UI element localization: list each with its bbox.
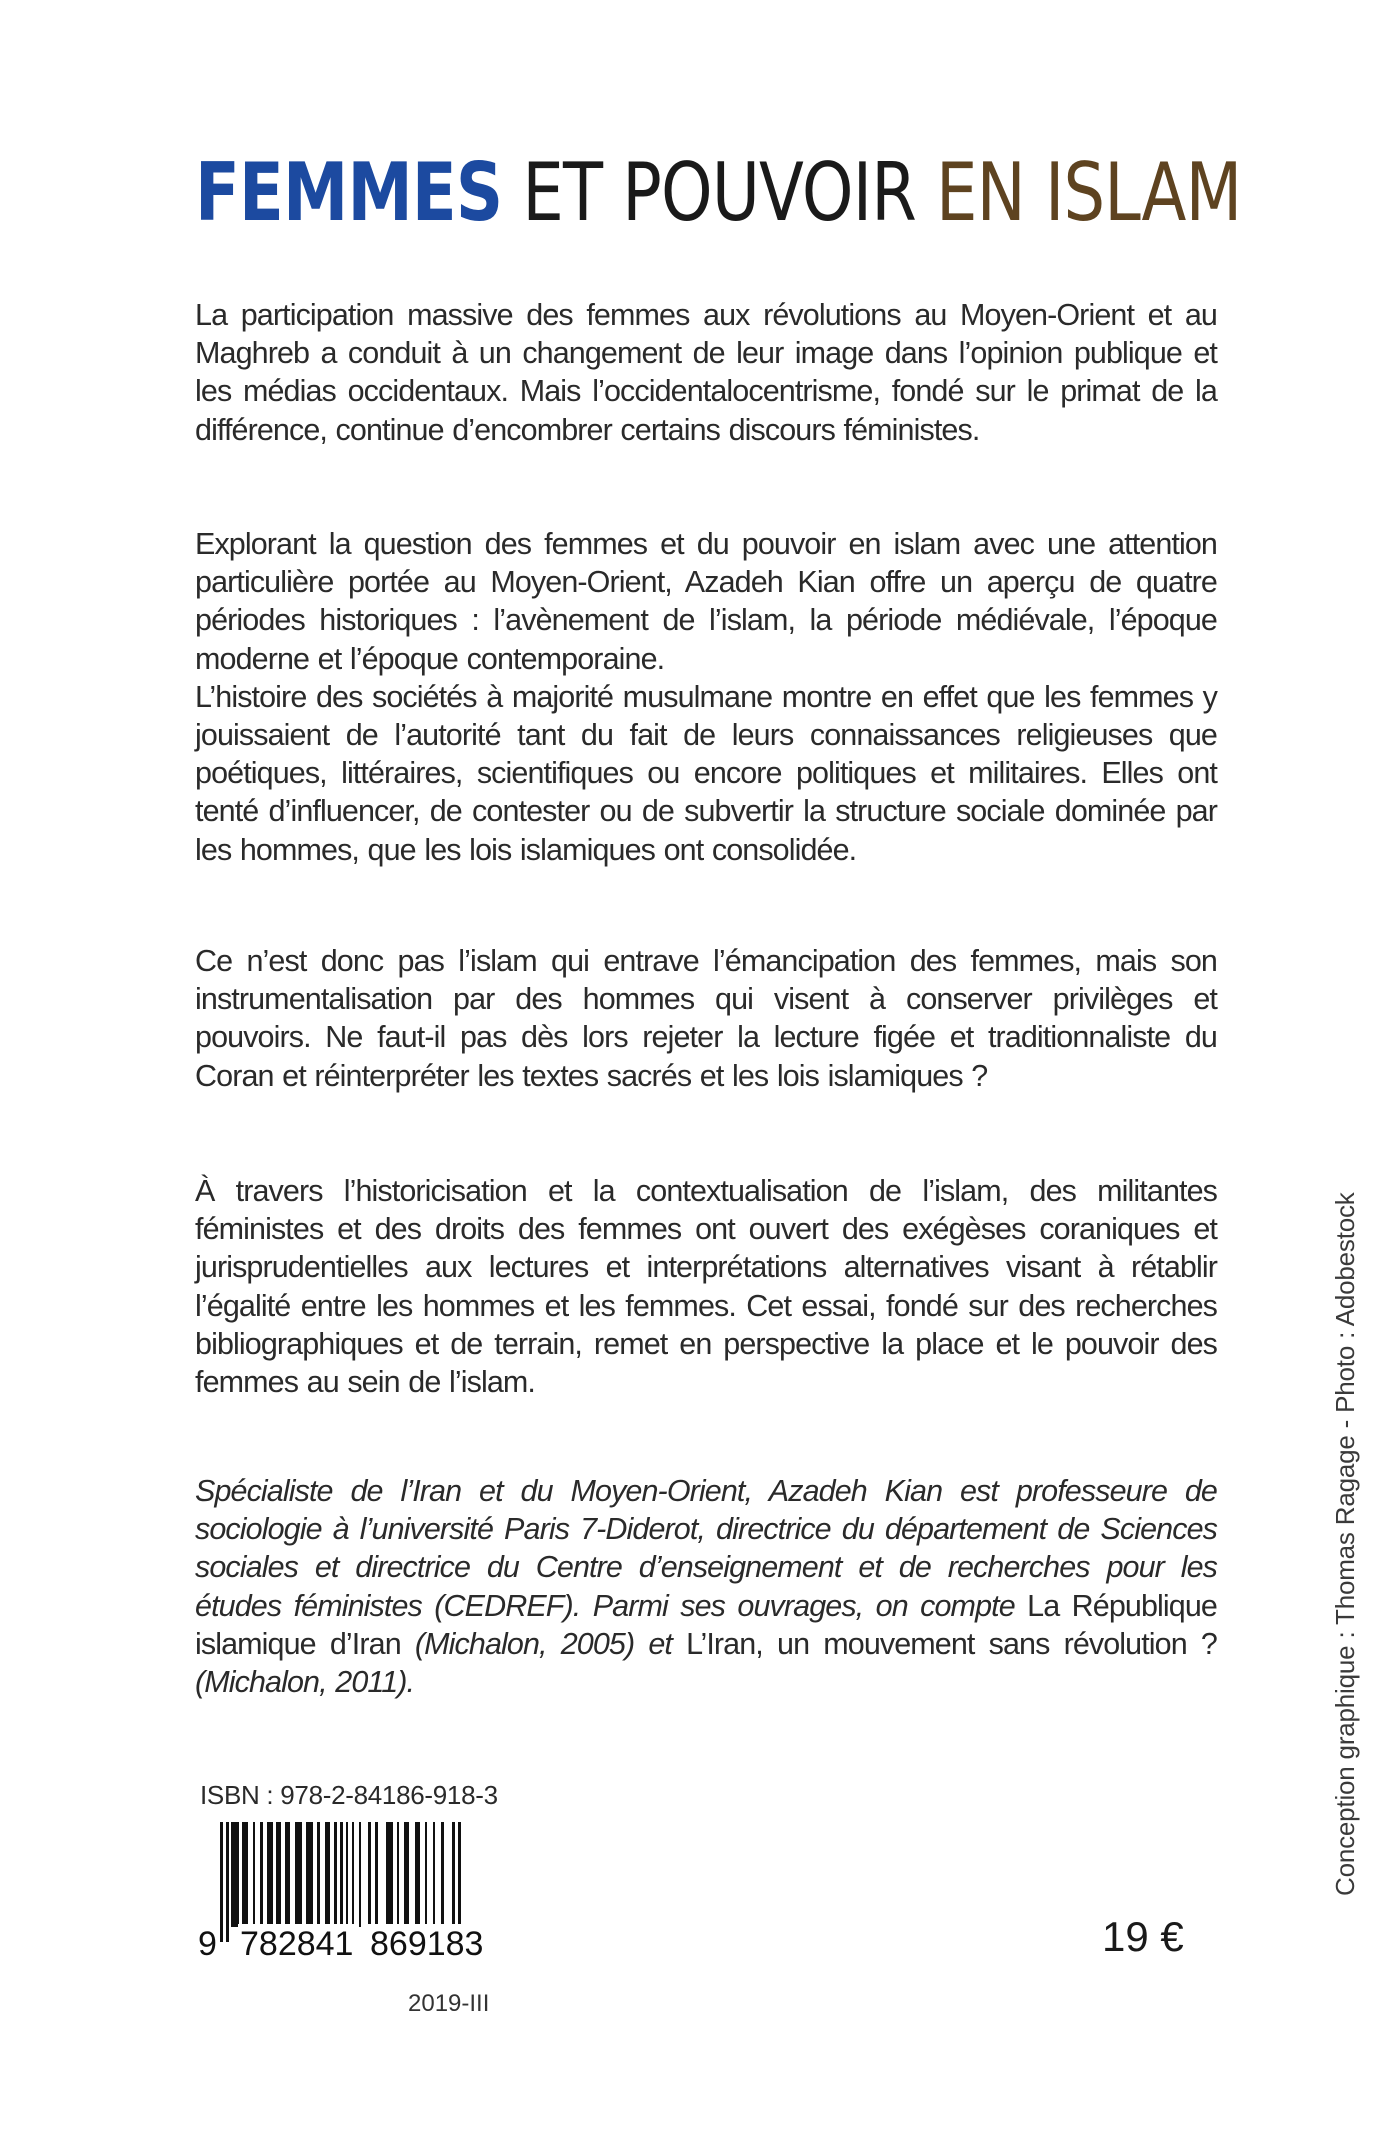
barcode-digits-right: 869183: [370, 1925, 484, 1963]
book-title-1: La République islamique d’Iran: [195, 1588, 1217, 1661]
barcode-digits-left: 782841: [240, 1925, 354, 1963]
paragraph-text: Ce n’est donc pas l’islam qui entrave l’émancipation des femmes, mais son instrumentalisation par des hommes qui visent à conserver privilèges et pouvoirs. Ne faut-il pas dès lors rejeter la lecture figée et traditionnaliste du Coran et réinterpréter les textes sacrés et les lois islamiques ?: [195, 944, 1217, 1093]
design-photo-credit: Conception graphique : Thomas Ragage - Photo : Adobestock: [1330, 1192, 1360, 1896]
title-en-islam: EN ISLAM: [936, 146, 1242, 239]
blurb-paragraph-4: [195, 1172, 1217, 1401]
price-label: 19 €: [1102, 1913, 1184, 1960]
bio-text-3: (Michalon, 2011).: [195, 1665, 415, 1700]
blurb-paragraph-1: [195, 296, 1217, 449]
bio-text-2: (Michalon, 2005) et: [400, 1626, 687, 1661]
blurb-paragraph-2: [195, 525, 1217, 869]
edition-code: 2019-III: [408, 1990, 490, 2017]
paragraph-text: Explorant la question des femmes et du pouvoir en islam avec une attention particulière portée au Moyen-Orient, Azadeh Kian offre un aperçu de quatre périodes historiques : l’avènement de l’islam, la période médiévale, l’époque moderne et l’époque contemporaine.: [195, 527, 1217, 676]
paragraph-text: L’histoire des sociétés à majorité musulmane montre en effet que les femmes y jouissaient de l’autorité tant du fait de leurs connaissances religieuses que poétiques, littéraires, scientifiques ou encore politiques et militaires. Elles ont tenté d’influencer, de contester ou de subvertir la structure sociale dominée par les hommes, que les lois islamiques ont consolidée.: [195, 679, 1217, 867]
book-title: [195, 146, 1242, 239]
blurb-paragraph-3: [195, 942, 1217, 1095]
title-femmes: FEMMES: [195, 146, 503, 239]
isbn-label: ISBN : 978-2-84186-918-3: [200, 1780, 498, 1810]
author-bio-text: [195, 1472, 1217, 1701]
barcode-digit-first: 9: [198, 1925, 217, 1963]
book-title-2: L’Iran, un mouvement sans révolution ?: [686, 1626, 1217, 1661]
author-bio: [195, 1472, 1217, 1701]
paragraph-text: À travers l’historicisation et la contextualisation de l’islam, des militantes féministes et des droits des femmes ont ouvert des exégèses coraniques et jurisprudentielles aux lectures et interprétations alternatives visant à rétablir l’égalité entre les hommes et les femmes. Cet essai, fondé sur des recherches bibliographiques et de terrain, remet en perspective la place et le pouvoir des femmes au sein de l’islam.: [195, 1174, 1217, 1400]
bio-text-1: Spécialiste de l’Iran et du Moyen-Orient, Azadeh Kian est professeure de sociologie à l’université Paris 7-Diderot, directrice du département de Sciences sociales et directrice du Centre d’enseignement et de recherches pour les études féministes (CEDREF). Parmi ses ouvrages, on compte: [195, 1474, 1217, 1623]
title-et-pouvoir: ET POUVOIR: [502, 146, 937, 239]
paragraph-text: La participation massive des femmes aux révolutions au Moyen-Orient et au Maghreb a conduit à un changement de leur image dans l’opinion publique et les médias occidentaux. Mais l’occidentalocentrisme, fondé sur le primat de la différence, continue d’encombrer certains discours féministes.: [195, 298, 1217, 447]
